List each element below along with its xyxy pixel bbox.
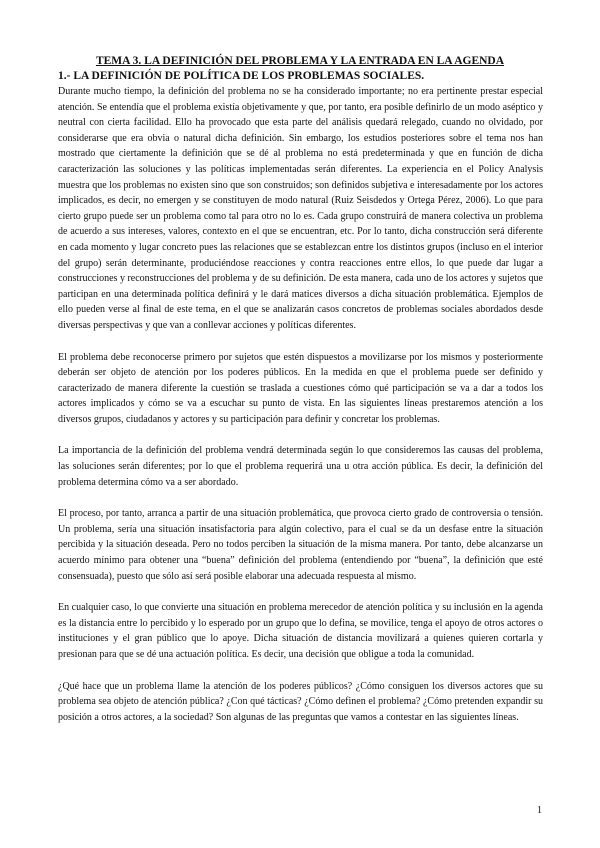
paragraph: ¿Qué hace que un problema llame la atención de los poderes públicos? ¿Cómo consiguen los diversos actores que su problema sea objeto de atención pública? ¿Con qué tácticas? ¿Cómo definen el problema? ¿Cómo pretenden expandir su posición a otros actores, a la sociedad? Son algunas de las preguntas que vamos a contestar en las siguientes líneas. (58, 680, 543, 723)
paragraph: El problema debe reconocerse primero por sujetos que estén dispuestos a movilizarse por los mismos y posteriormente deberán ser objeto de atención por los poderes públicos. En la medida en que el problema puede ser definido y caracterizado de manera diferente la cuestión se traslada a cuestiones cómo qué participación se va a dar a todos los actores implicados y cómo se va a escuchar su punto de vista. En las siguientes líneas prestaremos atención a los diversos grupos, ciudadanos y actores y su participación para definir y concretar los problemas. (58, 351, 543, 425)
document-body (58, 84, 543, 741)
paragraph: En cualquier caso, lo que convierte una situación en problema merecedor de atención política y su inclusión en la agenda es la distancia entre lo percibido y lo esperado por un grupo que lo defina, se movilice, tenga el apoyo de otros actores o instituciones y el gran público que lo apoye. Dicha situación de distancia movilizará a quienes quieren cortarla y presionan para que se dé una actuación política. Es decir, una decisión que obligue a toda la comunidad. (58, 602, 543, 660)
paragraph: El proceso, por tanto, arranca a partir de una situación problemática, que provoca cierto grado de controversia o tensión. Un problema, sería una situación insatisfactoria para algún colectivo, para el cual se da un desfase entre la situación percibida y la situación deseada. Pero no todos perciben la situación de la misma manera. Por tanto, debe alcanzarse un acuerdo mínimo para obtener una “buena” definición del problema (entendiendo por “buena”, la definición que esté consensuada), puesto que sólo así será posible elaborar una adecuada respuesta al mismo. (58, 508, 543, 582)
page-number: 1 (537, 805, 542, 816)
paragraph: Durante mucho tiempo, la definición del problema no se ha considerado importante; no era pertinente prestar especial atención. Se entendía que el problema existía objetivamente y que, por tanto, era posible definirlo de un modo aséptico y neutral con cierta facilidad. Ello ha provocado que esta parte del análisis quedará relegado, cuando no olvidado, por considerarse que era obvia o natural dicha definición. Sin embargo, los estudios posteriores sobre el tema nos han mostrado que ciertamente la definición que se dé al problema no está predeterminada y que en función de dicha caracterización las soluciones y las políticas implementadas serán diferentes. La experiencia en el Policy Analysis muestra que los problemas no existen sino que son construidos; son definidos subjetiva e interesadamente por los actores implicados, es decir, no emergen y se constituyen de modo natural (Ruiz Seisdedos y Ortega Pérez, 2006). Lo que para cierto grupo puede ser un problema como tal para otro no lo es. Cada grupo construirá de manera colectiva un problema de acuerdo a sus intereses, valores, contexto en el que se encuentran, etc. Por lo tanto, dicha construcción será diferente en cada momento y lugar concreto pues las relaciones que se establezcan entre los distintos grupos (incluso en el interior del grupo) serán determinante, produciéndose reacciones y contra reacciones entre ellos, lo que puede dar lugar a construcciones y reconstrucciones del problema y de su definición. De esta manera, cada uno de los actores y sujetos que participan en una determinada política definirá y le dará matices diversos a dicha situación problemática. Ejemplos de ello pueden verse al final de este tema, en el que se analizarán casos concretos de problemas sociales abordados desde diversas perspectivas y que van a conllevar acciones y políticas diferentes. (58, 86, 543, 331)
page-title: TEMA 3. LA DEFINICIÓN DEL PROBLEMA Y LA ENTRADA EN LA AGENDA (95, 55, 505, 67)
section-heading: 1.- LA DEFINICIÓN DE POLÍTICA DE LOS PROBLEMAS SOCIALES. (58, 70, 425, 82)
paragraph: La importancia de la definición del problema vendrá determinada según lo que consideremos las causas del problema, las soluciones serán diferentes; por lo que el problema requerirá una u otra acción pública. Es decir, la definición del problema determina cómo va a ser abordado. (58, 445, 543, 488)
